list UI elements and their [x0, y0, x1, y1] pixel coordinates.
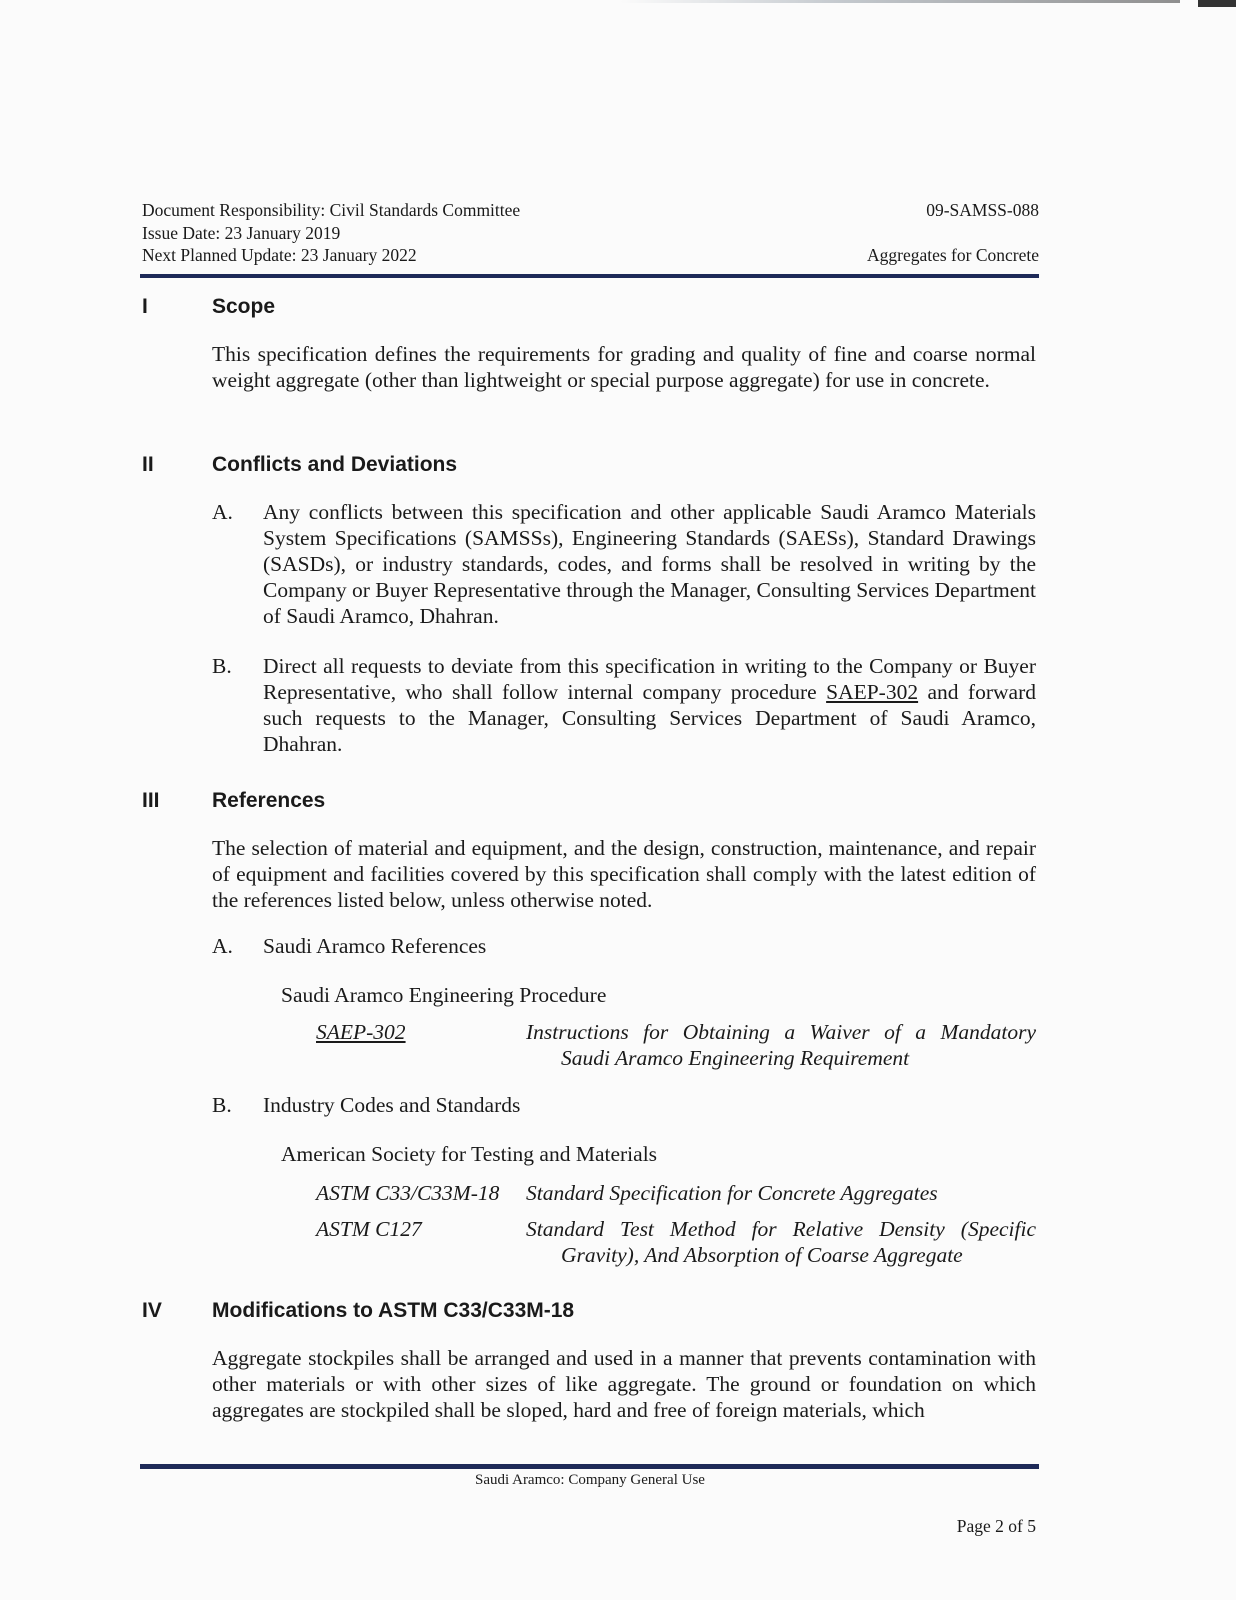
section-title-references: References	[212, 789, 326, 812]
references-b-subheading: American Society for Testing and Materials	[281, 1142, 658, 1166]
conflicts-item-a: Any conflicts between this specification and other applicable Saudi Aramco Materials System Specifications (SAMSSs), Engineering Standards (SAESs), Standard Drawings (SASDs), or industry standards, codes, and forms shall be resolved in writing by the Company or Buyer Representative through the Manager, Consulting Services Department of Saudi Aramco, Dhahran.	[263, 500, 1036, 628]
saep-302-description	[526, 1019, 1036, 1071]
section-title-modifications: Modifications to ASTM C33/C33M-18	[212, 1299, 575, 1322]
astm-c127-description	[526, 1216, 1036, 1268]
issue-date-line: Issue Date: 23 January 2019	[142, 222, 341, 243]
scope-paragraph: This specification defines the requirements for grading and quality of fine and coarse normal weight aggregate (other than lightweight or special purpose aggregate) for use in concrete.	[212, 342, 1036, 392]
astm-c127-code: ASTM C127	[316, 1217, 422, 1241]
saep-302-reference-link[interactable]: SAEP-302	[316, 1020, 406, 1044]
item-letter: A.	[212, 934, 233, 958]
section-number: I	[142, 295, 148, 318]
astm-c33-code: ASTM C33/C33M-18	[316, 1181, 500, 1205]
references-a-subheading: Saudi Aramco Engineering Procedure	[281, 983, 607, 1007]
header-rule	[140, 274, 1039, 278]
conflicts-item-b	[263, 653, 1036, 757]
section-title-conflicts: Conflicts and Deviations	[212, 453, 458, 476]
next-update-line: Next Planned Update: 23 January 2022	[142, 245, 417, 265]
item-letter: A.	[212, 500, 233, 524]
saep-302-link[interactable]: SAEP-302	[826, 680, 919, 704]
astm-c33-description	[526, 1180, 1036, 1206]
section-number: III	[142, 789, 160, 812]
scan-smudge	[620, 0, 1180, 3]
astm-c127-desc-line2: Gravity), And Absorption of Coarse Aggregate	[561, 1243, 963, 1267]
header-left	[142, 199, 520, 267]
footer-rule	[140, 1464, 1039, 1469]
page-number: Page 2 of 5	[956, 1516, 1036, 1536]
references-paragraph: The selection of material and equipment, and the design, construction, maintenance, and repair of equipment and facilities covered by this specification shall comply with the latest edition of the references listed below, unless otherwise noted.	[212, 836, 1036, 912]
modifications-paragraph: Aggregate stockpiles shall be arranged and used in a manner that prevents contamination with other materials or with other sizes of like aggregate. The ground or foundation on which aggregates are stockpiled shall be sloped, hard and free of foreign materials, which	[212, 1346, 1036, 1422]
section-title-scope: Scope	[212, 295, 276, 318]
footer-classification: Saudi Aramco: Company General Use	[475, 1472, 705, 1488]
responsibility-line: Document Responsibility: Civil Standards Committee	[142, 200, 521, 220]
scan-corner-mark	[1198, 0, 1236, 7]
references-b-title: Industry Codes and Standards	[263, 1093, 521, 1117]
astm-c127-desc-line1: Standard Test Method for Relative Density (Specific	[526, 1217, 1036, 1241]
section-number: IV	[142, 1299, 162, 1322]
section-number: II	[142, 453, 154, 476]
item-letter: B.	[212, 654, 232, 678]
saep-desc-line1: Instructions for Obtaining a Waiver of a Mandatory	[526, 1020, 1036, 1044]
references-a-title: Saudi Aramco References	[263, 934, 487, 958]
saep-desc-line2: Saudi Aramco Engineering Requirement	[561, 1046, 910, 1070]
astm-c33-desc: Standard Specification for Concrete Aggregates	[526, 1181, 938, 1205]
item-b-text-start: Direct all requests to deviate from this specification in writing to the Company or Buyer Representative, who shall follow internal company procedure	[263, 654, 1036, 704]
item-letter: B.	[212, 1093, 232, 1117]
document-number: 09-SAMSS-088	[926, 200, 1039, 220]
item-b-text-end: and forward such requests to the Manager, Consulting Services Department of Saudi Aramco, Dhahran.	[263, 680, 1036, 756]
document-title: Aggregates for Concrete	[866, 245, 1039, 265]
